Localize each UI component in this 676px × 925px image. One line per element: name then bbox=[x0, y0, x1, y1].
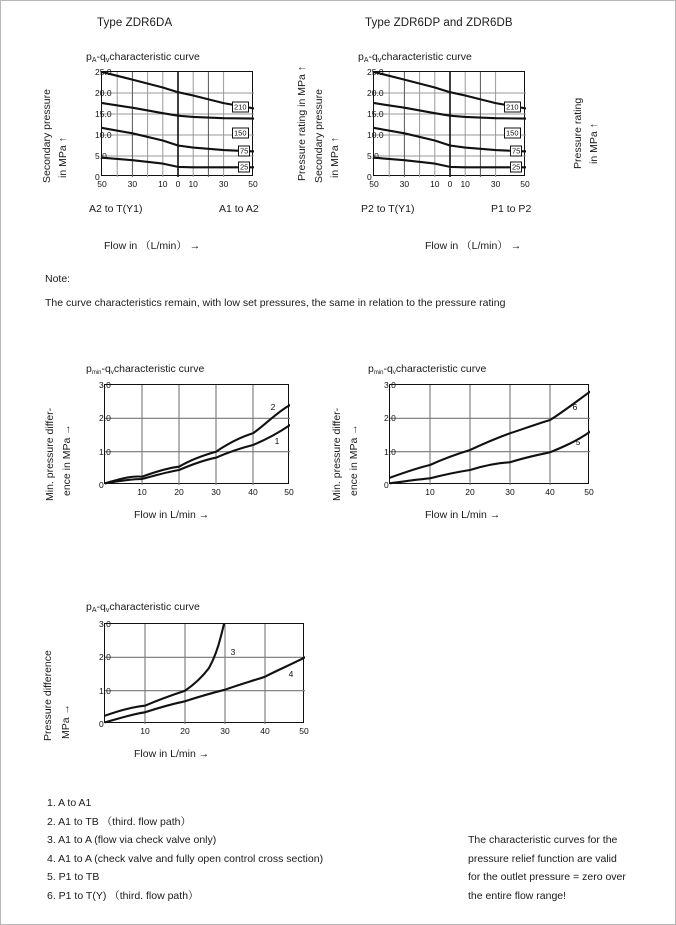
ytick-top-left-0: 0 bbox=[95, 172, 100, 182]
range-label-top-right-left: P2 to T(Y1) bbox=[361, 203, 415, 215]
xtick-bottom-10: 10 bbox=[140, 726, 150, 736]
curve-set-ml bbox=[105, 405, 290, 483]
xtick-mid-left-30: 30 bbox=[211, 487, 221, 497]
range-label-top-right-right: P1 to P2 bbox=[491, 203, 532, 215]
xtick-top-left-l30: 30 bbox=[127, 179, 138, 189]
curve-title-mid-right: $p_{min}-q_vcharacteristic$ curve bbox=[368, 363, 487, 376]
y-axis-label-top-right-line1: Secondary pressure bbox=[313, 89, 325, 183]
xtick-top-left-l50: 50 bbox=[97, 179, 107, 189]
plot-bottom bbox=[99, 619, 309, 736]
curve-title-p-2: p bbox=[358, 51, 364, 63]
x-axis-title-top-left: Flow in （L/min） → bbox=[104, 240, 201, 252]
curve-title-sub-a: A bbox=[91, 57, 97, 64]
xtick-top-right-l30: 30 bbox=[399, 179, 410, 189]
ytick-bottom-2: 2.0 bbox=[99, 652, 111, 663]
curve-title-p: p bbox=[86, 51, 92, 63]
sidenote-line-3: for the outlet pressure = zero over bbox=[468, 871, 626, 884]
curve-title-tail: characteristic curve bbox=[109, 51, 200, 63]
ytick-top-left-25: 25.0 bbox=[95, 67, 112, 77]
curve-number-6: 6 bbox=[572, 402, 578, 412]
gridlines-vertical-mr bbox=[430, 385, 550, 485]
curve-title-sub-v: v bbox=[105, 57, 110, 64]
note-label: Note: bbox=[45, 273, 71, 285]
xtick-mid-left-20: 20 bbox=[174, 487, 184, 497]
rating-label-150-b: 150 bbox=[506, 128, 519, 138]
ytick-top-left-5: 5.0 bbox=[95, 151, 107, 161]
xtick-top-right-l10: 10 bbox=[430, 179, 440, 189]
gridlines-vertical-ml bbox=[142, 385, 253, 485]
note-text: The curve characteristics remain, with low set pressures, the same in relation to the pressure rating bbox=[45, 297, 506, 309]
sidenote-line-4: the entire flow range! bbox=[468, 889, 567, 902]
xtick-mid-right-20: 20 bbox=[465, 487, 475, 497]
y-axis-label-top-right-line2: in MPa ↑ bbox=[329, 137, 341, 178]
y-axis-label-bottom-line2: MPa → bbox=[60, 703, 72, 739]
ytick-mid-left-0: 0 bbox=[99, 480, 104, 490]
ytick-mid-right-2: 2.0 bbox=[384, 413, 396, 424]
ytick-top-left-10: 10.0 bbox=[95, 130, 112, 140]
curve-title-dash-q: -q bbox=[96, 51, 106, 63]
plot-mid-right bbox=[384, 380, 594, 497]
y-axis-label-mid-right-line2: ence in MPa → bbox=[348, 424, 360, 496]
plot-bottom-svg bbox=[105, 624, 305, 724]
ytick-bottom-1: 1.0 bbox=[99, 685, 111, 696]
legend-item-1: 1. A to A1 bbox=[47, 797, 92, 809]
sidenote-block bbox=[468, 831, 626, 905]
chart-title-top-right: Type ZDR6DP and ZDR6DB bbox=[365, 17, 513, 29]
rating-label-25: 25 bbox=[240, 162, 249, 172]
xtick-top-right-r10: 10 bbox=[460, 179, 470, 189]
x-axis-title-bottom: Flow in L/min → bbox=[134, 748, 210, 760]
y-axis-label-bottom-line1: Pressure difference bbox=[42, 650, 54, 741]
xtick-mid-right-10: 10 bbox=[425, 487, 435, 497]
legend-list bbox=[47, 794, 323, 906]
y-axis-label-top-left-line2: in MPa ↑ bbox=[57, 137, 69, 178]
ytick-top-right-25: 25.0 bbox=[367, 67, 384, 77]
y-axis-label-top-left-line1: Secondary pressure bbox=[41, 89, 53, 183]
curve-number-1: 1 bbox=[274, 436, 280, 446]
plot-mid-left-svg bbox=[105, 385, 290, 485]
ytick-top-right-0: 0 bbox=[367, 172, 372, 182]
curve-title-sub-v-2: v bbox=[377, 57, 382, 64]
xtick-mid-left-50: 50 bbox=[284, 487, 294, 497]
curve-number-4: 4 bbox=[288, 669, 294, 679]
y-axis-right-label-top-right-line1: Pressure rating bbox=[572, 97, 584, 169]
rating-label-25-b: 25 bbox=[512, 162, 521, 172]
rating-label-210: 210 bbox=[234, 102, 247, 112]
curve-number-2: 2 bbox=[270, 402, 276, 412]
plot-top-left-svg bbox=[102, 72, 254, 177]
xtick-bottom-20: 20 bbox=[180, 726, 190, 736]
xtick-top-left-r10: 10 bbox=[188, 179, 198, 189]
y-axis-label-mid-left-line2: ence in MPa → bbox=[61, 424, 73, 496]
ytick-mid-left-3: 3.0 bbox=[99, 380, 111, 390]
plot-mid-right-svg bbox=[390, 385, 590, 485]
xtick-top-left-r50: 50 bbox=[248, 179, 258, 189]
y-axis-label-mid-left-line1: Min. pressure differ- bbox=[44, 407, 56, 501]
ytick-top-right-15: 15.0 bbox=[367, 109, 384, 119]
ytick-top-left-20: 20.0 bbox=[95, 88, 112, 98]
ytick-mid-right-1: 1.0 bbox=[384, 446, 396, 457]
xtick-mid-right-40: 40 bbox=[545, 487, 555, 497]
xtick-top-right-l50: 50 bbox=[369, 179, 379, 189]
ytick-bottom-0: 0 bbox=[99, 719, 104, 729]
rating-label-75-b: 75 bbox=[512, 146, 521, 156]
ytick-bottom-3: 3.0 bbox=[99, 619, 111, 629]
legend-item-5: 5. P1 to TB bbox=[47, 871, 100, 884]
curve-title-top-left bbox=[86, 51, 200, 64]
ytick-top-left-15: 15.0 bbox=[95, 109, 112, 119]
ytick-mid-right-3: 3.0 bbox=[384, 380, 396, 390]
rating-label-75: 75 bbox=[240, 146, 249, 156]
ytick-mid-left-1: 1.0 bbox=[99, 446, 111, 457]
xtick-mid-right-50: 50 bbox=[584, 487, 594, 497]
y-axis-right-label-top-right-line2: in MPa ↑ bbox=[588, 123, 600, 164]
y-axis-label-mid-right-line1: Min. pressure differ- bbox=[331, 407, 343, 501]
xtick-bottom-40: 40 bbox=[260, 726, 270, 736]
curve-number-5: 5 bbox=[575, 437, 581, 447]
curve-title-bottom: $p_A-q_vcharacteristic$ curve bbox=[86, 601, 200, 614]
rating-label-150: 150 bbox=[234, 128, 247, 138]
xtick-bottom-50: 50 bbox=[299, 726, 309, 736]
ytick-mid-right-0: 0 bbox=[384, 480, 389, 490]
x-axis-title-mid-right: Flow in L/min → bbox=[425, 509, 501, 521]
plot-top-left bbox=[95, 67, 258, 189]
curve-title-mid-left: $p_{min}-q_vcharacteristic$ curve bbox=[86, 363, 205, 376]
curve-1 bbox=[105, 425, 290, 483]
curve-5 bbox=[390, 432, 590, 484]
xtick-mid-right-30: 30 bbox=[505, 487, 515, 497]
gridlines-horizontal-ml bbox=[105, 418, 290, 451]
curve-number-3: 3 bbox=[230, 647, 236, 657]
legend-item-2: 2. A1 to TB （third. flow path） bbox=[47, 815, 191, 828]
curve-title-sub-a-2: A bbox=[363, 57, 369, 64]
sidenote-line-1: The characteristic curves for the bbox=[468, 834, 618, 846]
gridlines-horizontal-mr bbox=[390, 418, 590, 451]
curve-title-top-right bbox=[358, 51, 472, 64]
sidenote-line-2: pressure relief function are valid bbox=[468, 852, 617, 865]
legend-item-3: 3. A1 to A (flow via check valve only) bbox=[47, 834, 217, 847]
chart-title-top-left: Type ZDR6DA bbox=[97, 17, 173, 29]
ytick-top-right-5: 5.0 bbox=[367, 151, 379, 161]
curve-title-dash-q-2: -q bbox=[368, 51, 378, 63]
x-axis-title-top-right: Flow in （L/min） → bbox=[425, 240, 522, 252]
xtick-mid-left-40: 40 bbox=[248, 487, 258, 497]
curve-3 bbox=[105, 624, 224, 716]
xtick-bottom-30: 30 bbox=[220, 726, 230, 736]
plot-mid-left bbox=[99, 380, 294, 497]
range-label-top-left-left: A2 to T(Y1) bbox=[89, 203, 143, 215]
y-axis-right-label-top-left: Pressure rating in MPa ↑ bbox=[296, 66, 308, 181]
xtick-top-left-l10: 10 bbox=[158, 179, 168, 189]
xtick-mid-left-10: 10 bbox=[137, 487, 147, 497]
xtick-top-left-r30: 30 bbox=[218, 179, 229, 189]
curve-4 bbox=[105, 657, 305, 722]
xtick-top-right-0: 0 bbox=[447, 179, 453, 189]
curve-2 bbox=[105, 405, 290, 483]
xtick-top-left-0: 0 bbox=[175, 179, 181, 189]
curve-set-mr bbox=[390, 392, 590, 484]
ytick-top-right-20: 20.0 bbox=[367, 88, 384, 98]
xtick-top-right-r50: 50 bbox=[520, 179, 530, 189]
plot-top-right-svg bbox=[374, 72, 526, 177]
xtick-top-right-r30: 30 bbox=[490, 179, 501, 189]
ytick-top-right-10: 10.0 bbox=[367, 130, 384, 140]
curve-title-tail-2: characteristic curve bbox=[381, 51, 472, 63]
plot-top-right bbox=[367, 67, 530, 189]
x-axis-title-mid-left: Flow in L/min → bbox=[134, 509, 210, 521]
legend-item-4: 4. A1 to A (check valve and fully open control cross section) bbox=[47, 852, 324, 865]
range-label-top-left-right: A1 to A2 bbox=[219, 203, 259, 215]
legend-item-6: 6. P1 to T(Y) （third. flow path） bbox=[47, 889, 199, 902]
ytick-mid-left-2: 2.0 bbox=[99, 413, 111, 424]
curve-set-bt bbox=[105, 624, 305, 722]
rating-label-210-b: 210 bbox=[506, 102, 519, 112]
